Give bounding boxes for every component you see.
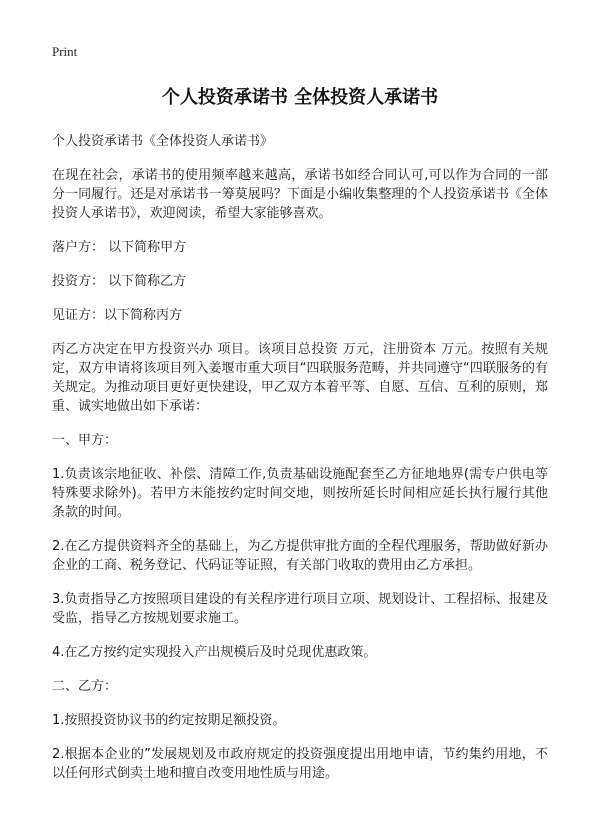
subtitle-paragraph: 个人投资承诺书《全体投资人承诺书》: [52, 134, 274, 149]
section-heading-party-a: 一、甲方：: [52, 433, 118, 448]
section-heading-party-b: 二、乙方：: [52, 679, 118, 694]
document-title: 个人投资承诺书 全体投资人承诺书: [161, 87, 439, 108]
party-c-line: 见证方：以下简称丙方: [52, 308, 183, 323]
party-a-clause-2: 2.在乙方提供资料齐全的基础上，为乙方提供审批方面的全程代理服务，帮助做好新办企业的工商、税务登记、代码证等证照，有关部门收取的费用由乙方承担。: [52, 539, 548, 573]
party-a-clause-1: 1.负责该宗地征收、补偿、清障工作,负责基础设施配套至乙方征地地界(需专户供电等特殊要求除外)。若甲方未能按约定时间交地，则按所延长时间相应延长执行履行其他条款的时间。: [52, 467, 548, 520]
party-a-clause-4: 4.在乙方按约定实现投入产出规模后及时兑现优惠政策。: [52, 645, 377, 660]
preamble-paragraph: 丙乙方决定在甲方投资兴办 项目。该项目总投资 万元，注册资本 万元。按照有关规定，双方申请将该项目列入姜堰市重大项目“四联服务范畴，并共同遵守“四联服务的有关规定。为推动项目更好更快建设，甲乙双方本着平等、自愿、互信、互利的原则，郑重、诚实地做出如下承诺：: [52, 342, 548, 414]
party-b-clause-1: 1.按照投资协议书的约定按期足额投资。: [52, 713, 286, 728]
intro-paragraph: 在现在社会，承诺书的使用频率越来越高，承诺书如经合同认可,可以作为合同的一部分一同履行。还是对承诺书一筹莫展吗？下面是小编收集整理的个人投资承诺书《全体投资人承诺书》，欢迎阅读，希望大家能够喜欢。: [52, 168, 548, 221]
party-b-clause-2: 2.根据本企业的”发展规划及市政府规定的投资强度提出用地申请，节约集约用地，不以任何形式倒卖土地和擅自改变用地性质与用途。: [52, 747, 548, 781]
party-a-clause-3: 3.负责指导乙方按照项目建设的有关程序进行项目立项、规划设计、工程招标、报建及受监，指导乙方按规划要求施工。: [52, 592, 548, 626]
party-a-line: 落户方： 以下简称甲方: [52, 240, 187, 255]
print-link[interactable]: Print: [52, 44, 78, 59]
party-b-line: 投资方： 以下简称乙方: [52, 274, 187, 289]
